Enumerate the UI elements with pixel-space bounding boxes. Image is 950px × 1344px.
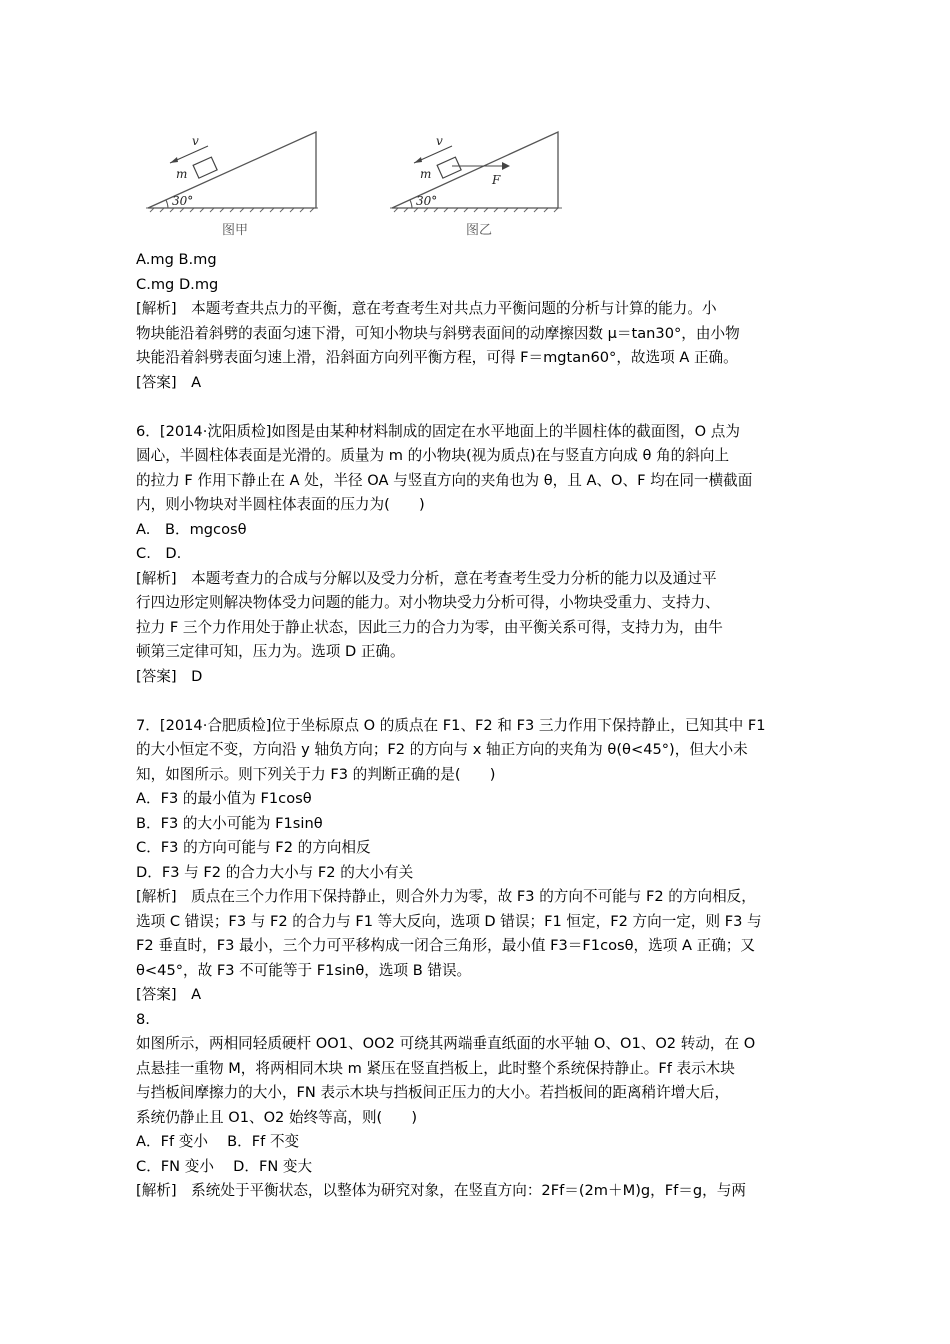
force-arrowhead-F: [502, 162, 510, 170]
text-line: C.mg D.mg: [136, 275, 219, 293]
figure-left: [146, 132, 318, 238]
text-line: 的大小恒定不变，方向沿 y 轴负方向；F2 的方向与 x 轴正方向的夹角为 θ(θ<45°)，但大小未: [136, 741, 748, 758]
label-v-left: v: [192, 134, 199, 148]
text-line: A.mg B.mg: [136, 251, 217, 268]
velocity-arrowhead-left: [170, 157, 178, 163]
text-line: 如图所示，两相同轻质硬杆 OO1、OO2 可绕其两端垂直纸面的水平轴 O、O1、O2 转动，在 O: [136, 1035, 756, 1052]
text-line: 6．[2014·沈阳质检]如图是由某种材料制成的固定在水平地面上的半圆柱体的截面图，O 点为: [136, 422, 740, 440]
text-line: B．F3 的大小可能为 F1sinθ: [136, 814, 323, 832]
label-angle-right: 30°: [416, 194, 438, 208]
document-body: [136, 248, 826, 1204]
text-line: 选项 C 错误；F3 与 F2 的合力与 F1 等大反向，选项 D 错误；F1 恒定，F2 方向一定，则 F3 与: [136, 912, 762, 930]
text-line: 内，则小物块对半圆柱体表面的压力为( ): [136, 496, 425, 513]
text-line: 8.: [136, 1010, 150, 1028]
label-v-right: v: [436, 134, 443, 148]
incline-figures: [140, 126, 580, 242]
blank-line: [136, 689, 826, 714]
angle-arc-left: [166, 200, 168, 208]
text-line: 与挡板间摩擦力的大小，FN 表示木块与挡板间正压力的大小。若挡板间的距离稍许增大后，: [136, 1084, 730, 1101]
text-line: [解析] 系统处于平衡状态，以整体为研究对象，在竖直方向：2Ff＝(2m＋M)g，Ff＝g，与两: [136, 1182, 746, 1199]
text-line: 7．[2014·合肥质检]位于坐标原点 O 的质点在 F1、F2 和 F3 三力作用下保持静止，已知其中 F1: [136, 716, 766, 734]
figure-right: [390, 132, 562, 238]
text-line: 点悬挂一重物 M，将两相同木块 m 紧压在竖直挡板上，此时整个系统保持静止。Ff 表示木块: [136, 1059, 735, 1077]
blank-line: [136, 395, 826, 420]
text-line: 系统仍静止且 O1、O2 始终等高，则( ): [136, 1108, 418, 1126]
text-line: A．F3 的最小值为 F1cosθ: [136, 790, 312, 807]
text-line: A．Ff 变小 B．Ff 不变: [136, 1133, 300, 1150]
velocity-arrowhead-right: [414, 157, 422, 163]
text-line: C. D.: [136, 545, 182, 562]
text-line: F2 垂直时，F3 最小，三个力可平移构成一闭合三角形，最小值 F3＝F1cosθ，选项 A 正确；又: [136, 937, 755, 954]
text-line: [解析] 本题考查力的合成与分解以及受力分析，意在考查考生受力分析的能力以及通过平: [136, 569, 717, 587]
text-line: 行四边形定则解决物体受力问题的能力。对小物块受力分析可得，小物块受重力、支持力、: [136, 594, 720, 611]
text-line: 顿第三定律可知，压力为。选项 D 正确。: [136, 643, 405, 660]
text-line: 知，如图所示。则下列关于力 F3 的判断正确的是( ): [136, 765, 496, 783]
label-m-left: m: [176, 167, 188, 181]
label-F-right: F: [492, 173, 501, 187]
text-line: D．F3 与 F2 的合力大小与 F2 的大小有关: [136, 863, 414, 881]
text-line: 拉力 F 三个力作用处于静止状态，因此三力的合力为零，由平衡关系可得，支持力为，由牛: [136, 618, 723, 636]
text-line: [解析] 质点在三个力作用下保持静止，则合外力为零，故 F3 的方向不可能与 F2 的方向相反，: [136, 888, 756, 905]
label-angle-left: 30°: [172, 194, 194, 208]
angle-arc-right: [410, 200, 412, 208]
caption-left: 图甲: [222, 223, 249, 238]
text-line: [解析] 本题考查共点力的平衡，意在考查考生对共点力平衡问题的分析与计算的能力。小: [136, 300, 717, 317]
text-line: 物块能沿着斜劈的表面匀速下滑，可知小物块与斜劈表面间的动摩擦因数 μ＝tan30°，由小物: [136, 324, 740, 342]
text-line: C．FN 变小 D．FN 变大: [136, 1157, 313, 1175]
text-line: [答案] A: [136, 986, 202, 1003]
text-line: C．F3 的方向可能与 F2 的方向相反: [136, 839, 371, 856]
label-m-right: m: [420, 167, 432, 181]
block-left: [193, 157, 217, 178]
text-line: 的拉力 F 作用下静止在 A 处，半径 OA 与竖直方向的夹角也为 θ，且 A、O、F 均在同一横截面: [136, 471, 753, 489]
text-line: [答案] A: [136, 373, 202, 391]
text-line: 圆心，半圆柱体表面是光滑的。质量为 m 的小物块(视为质点)在与竖直方向成 θ 角的斜向上: [136, 447, 730, 464]
block-right: [437, 157, 461, 178]
caption-right: 图乙: [466, 223, 493, 238]
text-line: A. B．mgcosθ: [136, 520, 247, 538]
text-line: [答案] D: [136, 667, 203, 685]
text-line: 块能沿着斜劈表面匀速上滑，沿斜面方向列平衡方程，可得 F＝mgtan60°，故选项 A 正确。: [136, 349, 738, 366]
text-line: θ<45°，故 F3 不可能等于 F1sinθ，选项 B 错误。: [136, 961, 472, 979]
